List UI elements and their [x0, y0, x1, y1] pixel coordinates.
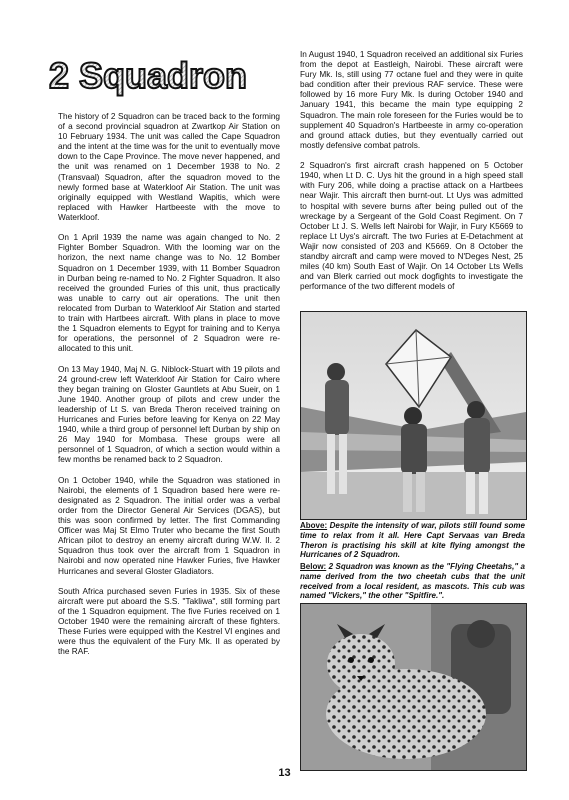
cheetah-photo: [300, 603, 527, 771]
left-paragraph: On 13 May 1940, Maj N. G. Niblock-Stuart with 19 pilots and 24 ground-crew left Waterkloof Air Station for Cairo where they began training on Gloster Gauntlets at Abu Sueir, on 1 June 1940. Another group of pilots and crew under the leadership of Lt S. van Breda Theron received training on Hurricanes and Furies before leaving for Kenya on 22 May 1940, while a third group of personnel left Durban by ship on 26 May 1940 for Mombasa. These groups were all personnel of 1 Squadron, of which a section would within a few months be renamed back to 2 Squadron.: [58, 364, 280, 465]
kite-flying-photo: [300, 311, 527, 520]
caption-text: 2 Squadron was known as the "Flying Cheetahs," a name derived from the two cheetah cubs that the unit received from a local resident, as mascots. This cub was named "Vickers," the other "Spitfire.".: [300, 562, 525, 601]
photo-caption-below: [300, 562, 525, 601]
page-title-graphic: [46, 52, 248, 96]
left-paragraph: The history of 2 Squadron can be traced back to the forming of a second provincial squadron at Zwartkop Air Station on 10 February 1934. The unit was called the Cape Squadron and the intent at the time was for the unit to eventually move down to the Cape Province. The move never happened, and the unit was renamed on 1 December 1938 to No. 2 (Transvaal) Squadron, after the squadron moved to the newly formed base at Waterkloof Air Station. The unit was originally equipped with Westland Wapitis, which were replaced with Hawker Hartbeeste with the move to Waterkloof.: [58, 112, 280, 222]
left-paragraph: On 1 October 1940, while the Squadron was stationed in Nairobi, the elements of 1 Squadron based here were re-designated as 2 Squadron. The initial order was a verbal order from the Director General Air Services (DGAS), but this was soon confirmed by letter. The first Commanding Officer was Maj St Elmo Truter who became the first South African pilot to destroy an enemy aircraft during W.W. II. 2 Squadron thus took over the aircraft from 1 Squadron in Nairobi and now operated nine Hawker Furies, five Hawker Hurricanes and several Gloster Gladiators.: [58, 475, 280, 576]
caption-text: Despite the intensity of war, pilots still found some time to relax from it all. Here Capt Servaas van Breda Theron is practising his skill at kite flying amongst the Hurricanes of 2 Squadron.: [300, 521, 525, 560]
caption-label: Above:: [300, 521, 328, 530]
left-paragraph: On 1 April 1939 the name was again changed to No. 2 Fighter Bomber Squadron. With the looming war on the horizon, the next name change was to No. 12 Bomber Squadron on 1 December 1939, with 11 Bomber Squadron in Durban being re-named to No. 2 Fighter Squadron. It also received the grounded Furies of this unit, thus practically was unable to carry out air operations. The unit then relocated from Durban to Waterkloof Air Station and started to train with Hartbees aircraft. With plans in place to move the 1 Squadron elements to Egypt for training and to Kenya for operations, the personnel of 2 Squadron were re-allocated to this unit.: [58, 233, 280, 354]
photo-caption-above: [300, 521, 525, 560]
page-title-text: 2 Squadron: [49, 55, 248, 96]
page-number: 13: [278, 767, 291, 779]
left-paragraph: South Africa purchased seven Furies in 1935. Six of these aircraft were put aboard the S.S. "Takliwa", still forming part of the 1 Squadron equipment. The five Furies received on 1 October 1940 were the remaining aircraft of these fighters. These Furies were equipped with the Kestrel VI engines and were thus the equivalent of the Fury Mk. II as operated by the RAF.: [58, 586, 280, 657]
right-paragraph: 2 Squadron's first aircraft crash happened on 5 October 1940, when Lt D. C. Uys hit the ground in a high speed stall with Fury 206, while doing a practise attack on a Hartbees near Wajir. This aircraft then burnt-out. Lt Uys was admitted to hospital with severe burns after being pulled out of the wreckage by a Sergeant of the Gold Coast Regiment. On 7 October Lt J. S. Wells left Nairobi for Wajir, in Fury K5669 to replace Lt Uys's aircraft. The two Furies at E-Detachment at Wajir now consisted of 203 and K5669. On 8 October the standby aircraft and camp were moved to N'Deges Nest, 25 miles (40 km) South East of Wajir. On 14 October Lts Wells and van Blerk carried out mock dogfights to investigate the performance of the two different models of: [300, 161, 523, 292]
left-column: [58, 112, 280, 668]
right-column: [300, 50, 523, 303]
caption-label: Below:: [300, 562, 327, 571]
right-paragraph: In August 1940, 1 Squadron received an additional six Furies from the depot at Eastleigh, Nairobi. These aircraft were Fury Mk. Is, still using 77 octane fuel and they were in quite bad condition after their previous RAF service. These were followed by 16 more Fury Mk. Is during October 1940 and January 1941, this became the main type equipping 2 Squadron. The main role foreseen for the Furies would be to supplement 40 Squadron's Hartbeeste in army co-operation and ground attack duties, but they eventually carried out mostly defensive combat patrols.: [300, 50, 523, 150]
page-title: [46, 52, 248, 96]
